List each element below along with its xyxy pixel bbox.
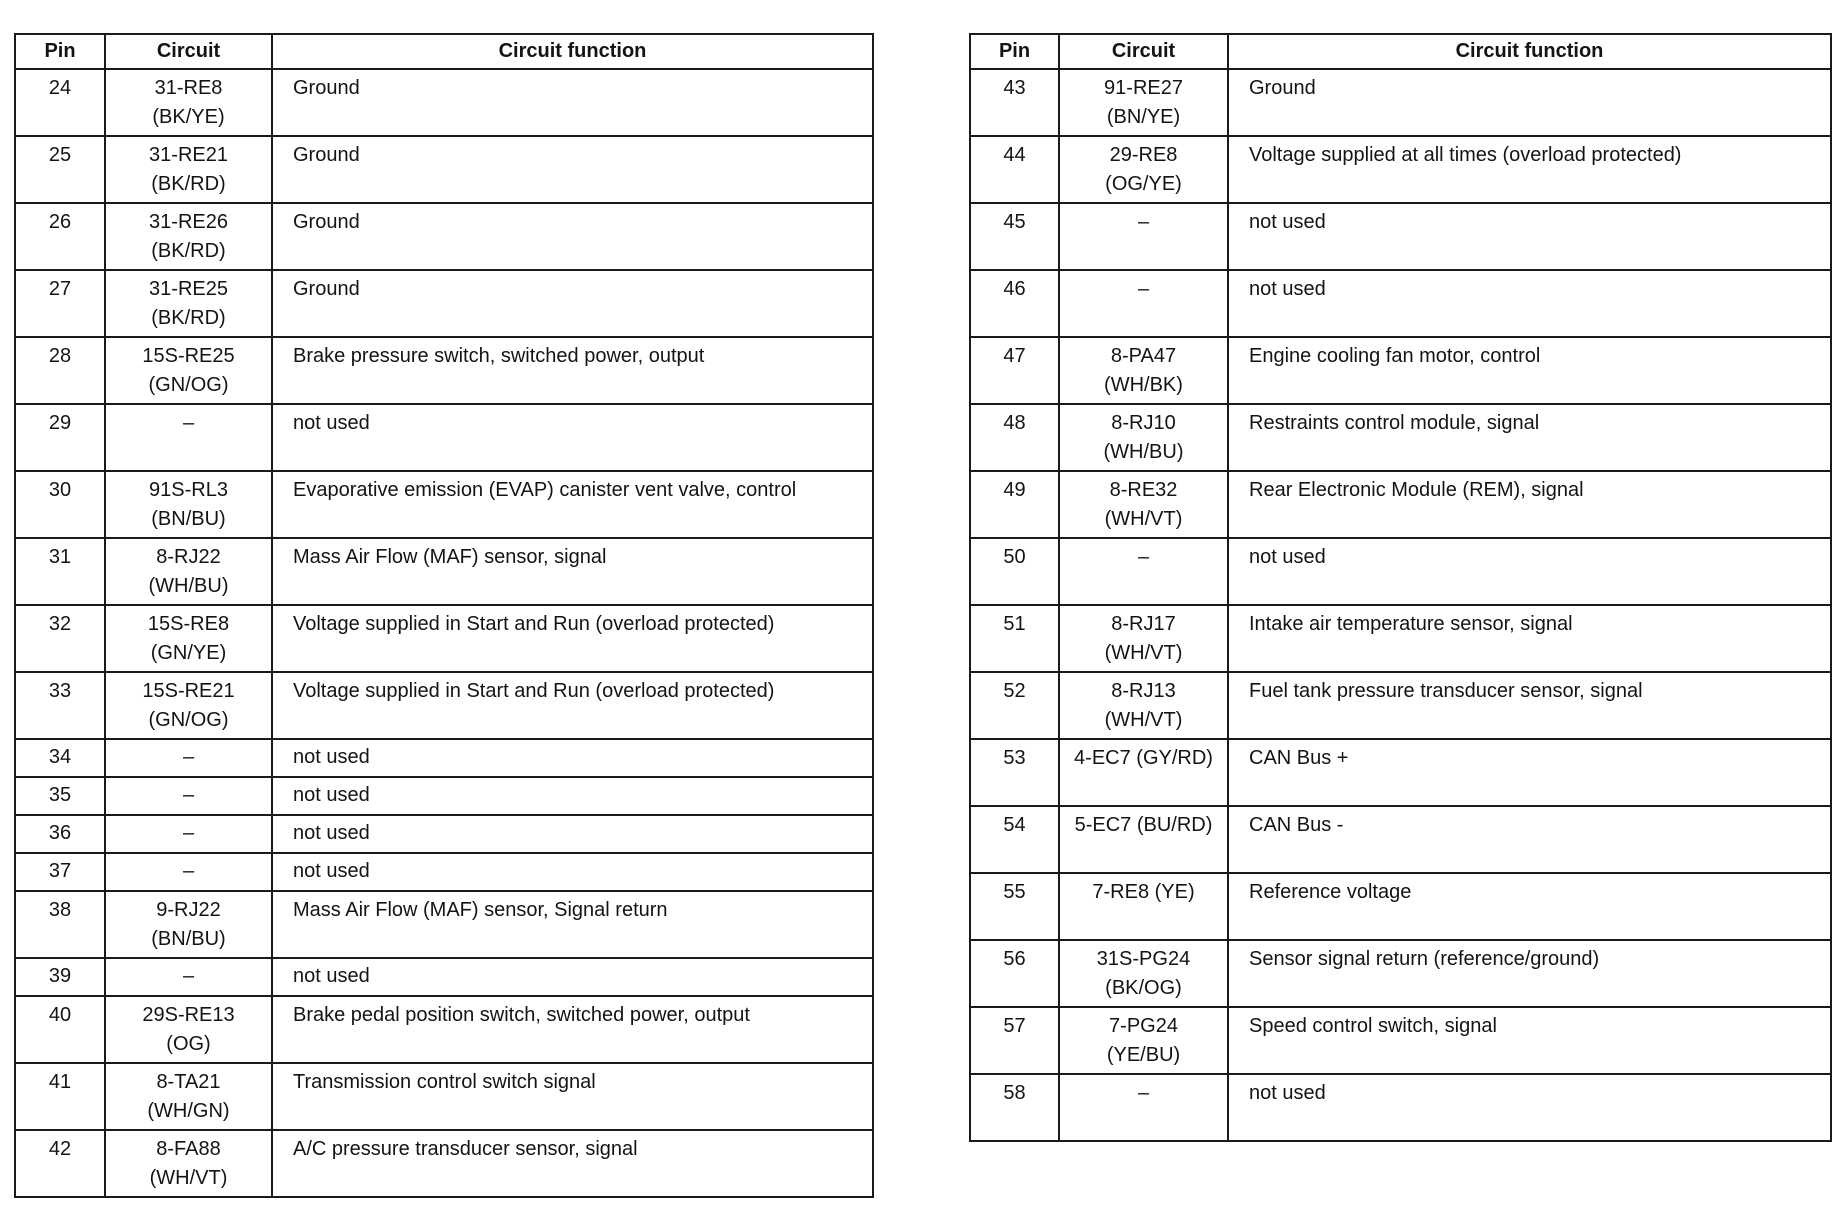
- circuit-cell: [105, 471, 272, 538]
- wire-color: (BK/RD): [151, 173, 226, 195]
- function-cell: Ground: [272, 203, 873, 270]
- circuit-cell: [105, 337, 272, 404]
- function-cell: not used: [272, 815, 873, 853]
- function-cell: CAN Bus +: [1228, 739, 1831, 806]
- circuit-id: –: [1137, 211, 1150, 233]
- wire-color: (BK/RD): [151, 240, 226, 262]
- function-cell: CAN Bus -: [1228, 806, 1831, 873]
- pin-cell: 52: [970, 672, 1059, 739]
- table-row: [970, 873, 1831, 940]
- table-row: [15, 337, 873, 404]
- table-row: [970, 136, 1831, 203]
- pin-cell: 36: [15, 815, 105, 853]
- circuit-id: 8-RE32: [1109, 479, 1178, 501]
- circuit-id: 7-PG24: [1109, 1015, 1178, 1037]
- table-header-row: [970, 34, 1831, 69]
- circuit-cell: [105, 777, 272, 815]
- circuit-id: –: [182, 965, 195, 987]
- table-row: [970, 337, 1831, 404]
- pin-cell: 33: [15, 672, 105, 739]
- circuit-cell: [105, 203, 272, 270]
- table-row: [970, 203, 1831, 270]
- circuit-cell: [105, 605, 272, 672]
- circuit-cell: [105, 891, 272, 958]
- function-cell: not used: [272, 739, 873, 777]
- pin-cell: 53: [970, 739, 1059, 806]
- wire-color: (BK/RD): [151, 307, 226, 329]
- circuit-cell: [1059, 471, 1228, 538]
- circuit-cell: [1059, 672, 1228, 739]
- circuit-cell: [105, 853, 272, 891]
- table-row: [15, 672, 873, 739]
- pin-cell: 54: [970, 806, 1059, 873]
- wire-color: (WH/VT): [149, 1167, 228, 1189]
- pin-cell: 40: [15, 996, 105, 1063]
- table-row: [970, 270, 1831, 337]
- table-row: [970, 1007, 1831, 1074]
- circuit-id: 9-RJ22: [156, 899, 221, 921]
- circuit-cell: [1059, 806, 1228, 873]
- circuit-cell: [105, 69, 272, 136]
- wire-color: (WH/BK): [1104, 374, 1183, 396]
- pin-cell: 26: [15, 203, 105, 270]
- wire-color: (BN/BU): [151, 928, 226, 950]
- pin-cell: 34: [15, 739, 105, 777]
- table-row: [15, 777, 873, 815]
- circuit-function-header: Circuit function: [1228, 34, 1831, 69]
- pin-cell: 41: [15, 1063, 105, 1130]
- pin-table-left: [14, 33, 874, 1198]
- circuit-cell: [1059, 136, 1228, 203]
- pin-table-right: [969, 33, 1832, 1142]
- function-cell: not used: [272, 404, 873, 471]
- table-row: [15, 853, 873, 891]
- function-cell: not used: [1228, 203, 1831, 270]
- function-cell: Brake pressure switch, switched power, output: [272, 337, 873, 404]
- pin-cell: 51: [970, 605, 1059, 672]
- circuit-cell: [105, 672, 272, 739]
- function-cell: Voltage supplied in Start and Run (overload protected): [272, 605, 873, 672]
- table-row: [15, 136, 873, 203]
- circuit-id: 4-EC7 (GY/RD): [1074, 747, 1213, 769]
- function-cell: not used: [272, 777, 873, 815]
- function-cell: not used: [272, 958, 873, 996]
- circuit-cell: [105, 996, 272, 1063]
- wire-color: (BK/OG): [1105, 977, 1182, 999]
- pin-cell: 45: [970, 203, 1059, 270]
- circuit-cell: [105, 739, 272, 777]
- circuit-cell: [105, 404, 272, 471]
- circuit-id: 91-RE27: [1104, 77, 1183, 99]
- circuit-cell: [1059, 203, 1228, 270]
- circuit-id: 31-RE26: [149, 211, 228, 233]
- function-cell: A/C pressure transducer sensor, signal: [272, 1130, 873, 1197]
- table-row: [15, 69, 873, 136]
- pin-cell: 25: [15, 136, 105, 203]
- circuit-cell: [1059, 337, 1228, 404]
- wire-color: (WH/BU): [148, 575, 229, 597]
- function-cell: Reference voltage: [1228, 873, 1831, 940]
- circuit-cell: [105, 1130, 272, 1197]
- table-row: [970, 471, 1831, 538]
- pin-cell: 57: [970, 1007, 1059, 1074]
- circuit-cell: [1059, 270, 1228, 337]
- pin-cell: 30: [15, 471, 105, 538]
- circuit-cell: [1059, 404, 1228, 471]
- circuit-cell: [1059, 69, 1228, 136]
- circuit-function-header: Circuit function: [272, 34, 873, 69]
- table-row: [15, 815, 873, 853]
- circuit-id: 8-RJ10: [1111, 412, 1176, 434]
- circuit-cell: [105, 958, 272, 996]
- table-row: [15, 203, 873, 270]
- circuit-id: 15S-RE8: [147, 613, 230, 635]
- circuit-id: –: [1137, 546, 1150, 568]
- pin-header: Pin: [15, 34, 105, 69]
- function-cell: not used: [1228, 538, 1831, 605]
- table-row: [970, 739, 1831, 806]
- circuit-id: 8-TA21: [156, 1071, 221, 1093]
- function-cell: Transmission control switch signal: [272, 1063, 873, 1130]
- pin-cell: 46: [970, 270, 1059, 337]
- wire-color: (WH/VT): [1104, 642, 1183, 664]
- circuit-cell: [1059, 538, 1228, 605]
- circuit-cell: [1059, 940, 1228, 1007]
- circuit-cell: [105, 815, 272, 853]
- wire-color: (BK/YE): [152, 106, 225, 128]
- circuit-cell: [105, 538, 272, 605]
- circuit-id: –: [182, 822, 195, 844]
- circuit-cell: [1059, 1007, 1228, 1074]
- pin-cell: 29: [15, 404, 105, 471]
- table-header-row: [15, 34, 873, 69]
- pin-header: Pin: [970, 34, 1059, 69]
- circuit-id: 31-RE21: [149, 144, 228, 166]
- circuit-id: –: [182, 860, 195, 882]
- circuit-id: –: [182, 784, 195, 806]
- pin-cell: 44: [970, 136, 1059, 203]
- wire-color: (GN/YE): [150, 642, 227, 664]
- function-cell: Sensor signal return (reference/ground): [1228, 940, 1831, 1007]
- pin-cell: 32: [15, 605, 105, 672]
- function-cell: Fuel tank pressure transducer sensor, signal: [1228, 672, 1831, 739]
- circuit-cell: [1059, 739, 1228, 806]
- pin-cell: 28: [15, 337, 105, 404]
- pin-cell: 43: [970, 69, 1059, 136]
- table-row: [970, 404, 1831, 471]
- wire-color: (WH/BU): [1103, 441, 1184, 463]
- table-row: [15, 958, 873, 996]
- circuit-id: –: [1137, 1082, 1150, 1104]
- wire-color: (WH/GN): [147, 1100, 230, 1122]
- circuit-cell: [1059, 873, 1228, 940]
- pin-cell: 47: [970, 337, 1059, 404]
- circuit-cell: [105, 136, 272, 203]
- function-cell: Brake pedal position switch, switched power, output: [272, 996, 873, 1063]
- circuit-id: 29S-RE13: [142, 1004, 235, 1026]
- circuit-id: 8-RJ22: [156, 546, 221, 568]
- function-cell: not used: [1228, 1074, 1831, 1141]
- wire-color: (BN/YE): [1106, 106, 1181, 128]
- table-row: [970, 806, 1831, 873]
- circuit-id: 31-RE25: [149, 278, 228, 300]
- table-row: [15, 471, 873, 538]
- circuit-id: 31-RE8: [154, 77, 223, 99]
- table-row: [970, 940, 1831, 1007]
- circuit-id: 91S-RL3: [149, 479, 228, 501]
- table-row: [15, 1063, 873, 1130]
- table-row: [970, 672, 1831, 739]
- table-row: [15, 404, 873, 471]
- wire-color: (OG/YE): [1105, 173, 1182, 195]
- function-cell: Voltage supplied at all times (overload protected): [1228, 136, 1831, 203]
- function-cell: Ground: [1228, 69, 1831, 136]
- function-cell: Speed control switch, signal: [1228, 1007, 1831, 1074]
- circuit-id: 8-RJ13: [1111, 680, 1176, 702]
- pin-cell: 58: [970, 1074, 1059, 1141]
- circuit-cell: [105, 1063, 272, 1130]
- circuit-id: 8-FA88: [156, 1138, 221, 1160]
- table-row: [970, 1074, 1831, 1141]
- circuit-id: –: [1137, 278, 1150, 300]
- table-row: [15, 739, 873, 777]
- function-cell: Ground: [272, 270, 873, 337]
- function-cell: Engine cooling fan motor, control: [1228, 337, 1831, 404]
- circuit-id: 5-EC7 (BU/RD): [1074, 814, 1213, 836]
- table-body: [970, 69, 1831, 1141]
- table-row: [970, 69, 1831, 136]
- pin-cell: 42: [15, 1130, 105, 1197]
- circuit-id: 7-RE8 (YE): [1092, 881, 1195, 903]
- table-body: [15, 69, 873, 1197]
- wire-color: (BN/BU): [151, 508, 226, 530]
- wire-color: (WH/VT): [1104, 709, 1183, 731]
- pin-cell: 27: [15, 270, 105, 337]
- wire-color: (GN/OG): [148, 709, 229, 731]
- pin-cell: 55: [970, 873, 1059, 940]
- function-cell: Ground: [272, 69, 873, 136]
- function-cell: Mass Air Flow (MAF) sensor, Signal return: [272, 891, 873, 958]
- pin-cell: 31: [15, 538, 105, 605]
- circuit-id: 15S-RE21: [142, 680, 235, 702]
- table-row: [15, 1130, 873, 1197]
- circuit-cell: [1059, 605, 1228, 672]
- function-cell: not used: [1228, 270, 1831, 337]
- function-cell: Voltage supplied in Start and Run (overload protected): [272, 672, 873, 739]
- circuit-header: Circuit: [105, 34, 272, 69]
- function-cell: Rear Electronic Module (REM), signal: [1228, 471, 1831, 538]
- circuit-id: 31S-PG24: [1096, 948, 1191, 970]
- pin-cell: 48: [970, 404, 1059, 471]
- pin-cell: 39: [15, 958, 105, 996]
- circuit-id: –: [182, 746, 195, 768]
- wire-color: (YE/BU): [1106, 1044, 1181, 1066]
- function-cell: Intake air temperature sensor, signal: [1228, 605, 1831, 672]
- wire-color: (GN/OG): [148, 374, 229, 396]
- wire-color: (WH/VT): [1104, 508, 1183, 530]
- circuit-id: 15S-RE25: [142, 345, 235, 367]
- table-row: [970, 605, 1831, 672]
- pin-cell: 38: [15, 891, 105, 958]
- table-row: [970, 538, 1831, 605]
- pin-cell: 50: [970, 538, 1059, 605]
- function-cell: not used: [272, 853, 873, 891]
- circuit-header: Circuit: [1059, 34, 1228, 69]
- table-row: [15, 605, 873, 672]
- function-cell: Evaporative emission (EVAP) canister vent valve, control: [272, 471, 873, 538]
- function-cell: Restraints control module, signal: [1228, 404, 1831, 471]
- circuit-cell: [1059, 1074, 1228, 1141]
- pin-cell: 35: [15, 777, 105, 815]
- function-cell: Mass Air Flow (MAF) sensor, signal: [272, 538, 873, 605]
- pin-cell: 37: [15, 853, 105, 891]
- circuit-id: 8-PA47: [1110, 345, 1177, 367]
- table-row: [15, 538, 873, 605]
- circuit-id: 8-RJ17: [1111, 613, 1176, 635]
- table-row: [15, 270, 873, 337]
- circuit-cell: [105, 270, 272, 337]
- circuit-id: 29-RE8: [1109, 144, 1178, 166]
- pin-cell: 56: [970, 940, 1059, 1007]
- pin-cell: 49: [970, 471, 1059, 538]
- pin-cell: 24: [15, 69, 105, 136]
- wire-color: (OG): [166, 1033, 211, 1055]
- table-row: [15, 996, 873, 1063]
- table-row: [15, 891, 873, 958]
- circuit-id: –: [182, 412, 195, 434]
- function-cell: Ground: [272, 136, 873, 203]
